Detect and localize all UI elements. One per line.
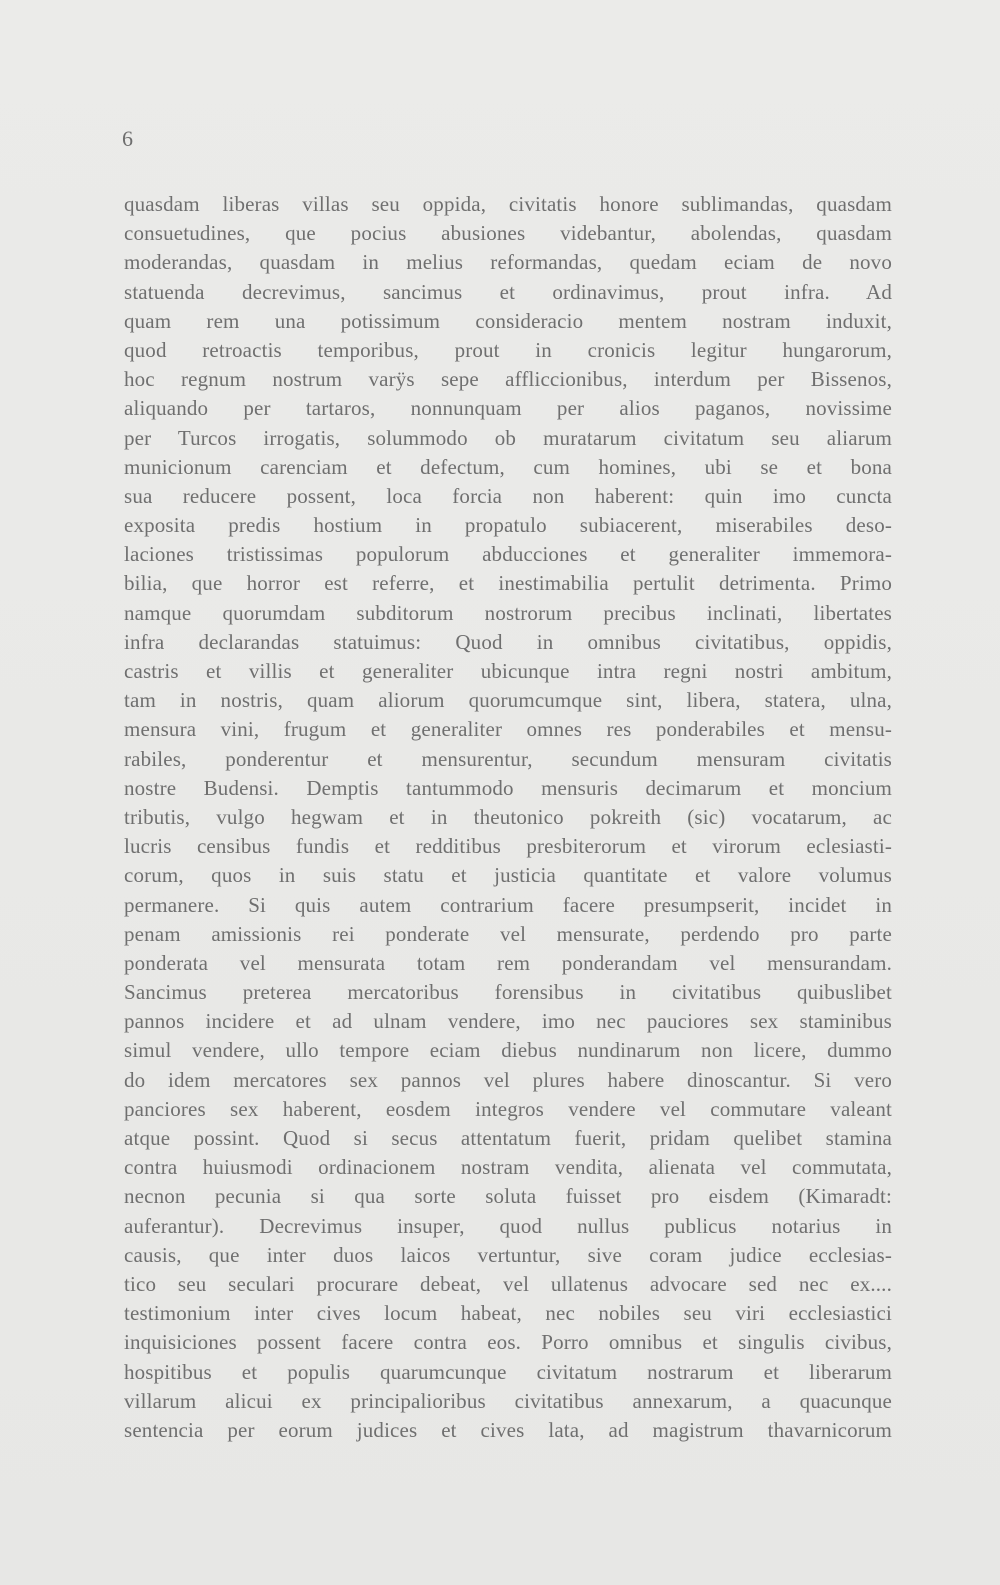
text-line: auferantur). Decrevimus insuper, quod nullus publicus notarius in — [124, 1213, 892, 1238]
text-line: contra huiusmodi ordinacionem nostram vendita, alienata vel commutata, — [124, 1155, 892, 1180]
text-line: consuetudines, que pocius abusiones videbantur, abolendas, quasdam — [124, 221, 892, 246]
text-line: tributis, vulgo hegwam et in theutonico pokreith (sic) vocatarum, ac — [124, 804, 892, 829]
text-line: hospitibus et populis quarumcunque civitatum nostrarum et liberarum — [124, 1359, 892, 1384]
text-line: municionum carenciam et defectum, cum homines, ubi se et bona — [124, 454, 892, 479]
text-line: statuenda decrevimus, sancimus et ordinavimus, prout infra. Ad — [124, 279, 892, 304]
text-line: tam in nostris, quam aliorum quorumcumque sint, libera, statera, ulna, — [124, 688, 892, 713]
text-line: necnon pecunia si qua sorte soluta fuisset pro eisdem (Kimaradt: — [124, 1184, 892, 1209]
text-line: hoc regnum nostrum varÿs sepe affliccionibus, interdum per Bissenos, — [124, 367, 892, 392]
text-line: lucris censibus fundis et redditibus presbiterorum et virorum eclesiasti- — [124, 834, 892, 859]
text-line: laciones tristissimas populorum abducciones et generaliter immemora- — [124, 542, 892, 567]
text-line: aliquando per tartaros, nonnunquam per alios paganos, novissime — [124, 396, 892, 421]
text-line: sua reducere possent, loca forcia non haberent: quin imo cuncta — [124, 483, 892, 508]
text-line: penam amissionis rei ponderate vel mensurate, perdendo pro parte — [124, 921, 892, 946]
text-line: corum, quos in suis statu et justicia quantitate et valore volumus — [124, 863, 892, 888]
text-line: inquisiciones possent facere contra eos. Porro omnibus et singulis civibus, — [124, 1330, 892, 1355]
text-line: moderandas, quasdam in melius reformandas, quedam eciam de novo — [124, 250, 892, 275]
body-text — [124, 190, 892, 1445]
text-line: permanere. Si quis autem contrarium facere presumpserit, incidet in — [124, 892, 892, 917]
text-line: namque quorumdam subditorum nostrorum precibus inclinati, libertates — [124, 600, 892, 625]
text-line: exposita predis hostium in propatulo subiacerent, miserabiles deso- — [124, 513, 892, 538]
text-line: tico seu seculari procurare debeat, vel ullatenus advocare sed nec ex.... — [124, 1271, 892, 1296]
text-line: villarum alicui ex principalioribus civitatibus annexarum, a quacunque — [124, 1388, 892, 1413]
text-line: rabiles, ponderentur et mensurentur, secundum mensuram civitatis — [124, 746, 892, 771]
page-number: 6 — [122, 126, 133, 151]
text-line: nostre Budensi. Demptis tantummodo mensuris decimarum et moncium — [124, 775, 892, 800]
text-line: ponderata vel mensurata totam rem ponderandam vel mensurandam. — [124, 950, 892, 975]
text-line: do idem mercatores sex pannos vel plures habere dinoscantur. Si vero — [124, 1067, 892, 1092]
text-line: quasdam liberas villas seu oppida, civitatis honore sublimandas, quasdam — [124, 192, 892, 216]
text-line: pannos incidere et ad ulnam vendere, imo nec pauciores sex staminibus — [124, 1009, 892, 1034]
text-line: atque possint. Quod si secus attentatum fuerit, pridam quelibet stamina — [124, 1126, 892, 1150]
text-line: per Turcos irrogatis, solummodo ob muratarum civitatum seu aliarum — [124, 425, 892, 450]
text-line: simul vendere, ullo tempore eciam diebus nundinarum non licere, dummo — [124, 1038, 892, 1063]
text-line: quam rem una potissimum consideracio mentem nostram induxit, — [124, 308, 892, 333]
text-line: infra declarandas statuimus: Quod in omnibus civitatibus, oppidis, — [124, 629, 892, 654]
text-line: testimonium inter cives locum habeat, nec nobiles seu viri ecclesiastici — [124, 1301, 892, 1326]
text-line: Sancimus preterea mercatoribus forensibus in civitatibus quibuslibet — [124, 980, 892, 1005]
text-line: castris et villis et generaliter ubicunque intra regni nostri ambitum, — [124, 659, 892, 683]
text-line: bilia, que horror est referre, et inestimabilia pertulit detrimenta. Primo — [124, 571, 892, 596]
text-line: causis, que inter duos laicos vertuntur, sive coram judice ecclesias- — [124, 1242, 892, 1267]
text-line: sentencia per eorum judices et cives lata, ad magistrum thavarnicorum — [124, 1417, 892, 1442]
text-line: quod retroactis temporibus, prout in cronicis legitur hungarorum, — [124, 337, 892, 362]
text-line: panciores sex haberent, eosdem integros vendere vel commutare valeant — [124, 1096, 892, 1121]
text-line: mensura vini, frugum et generaliter omnes res ponderabiles et mensu- — [124, 717, 892, 742]
